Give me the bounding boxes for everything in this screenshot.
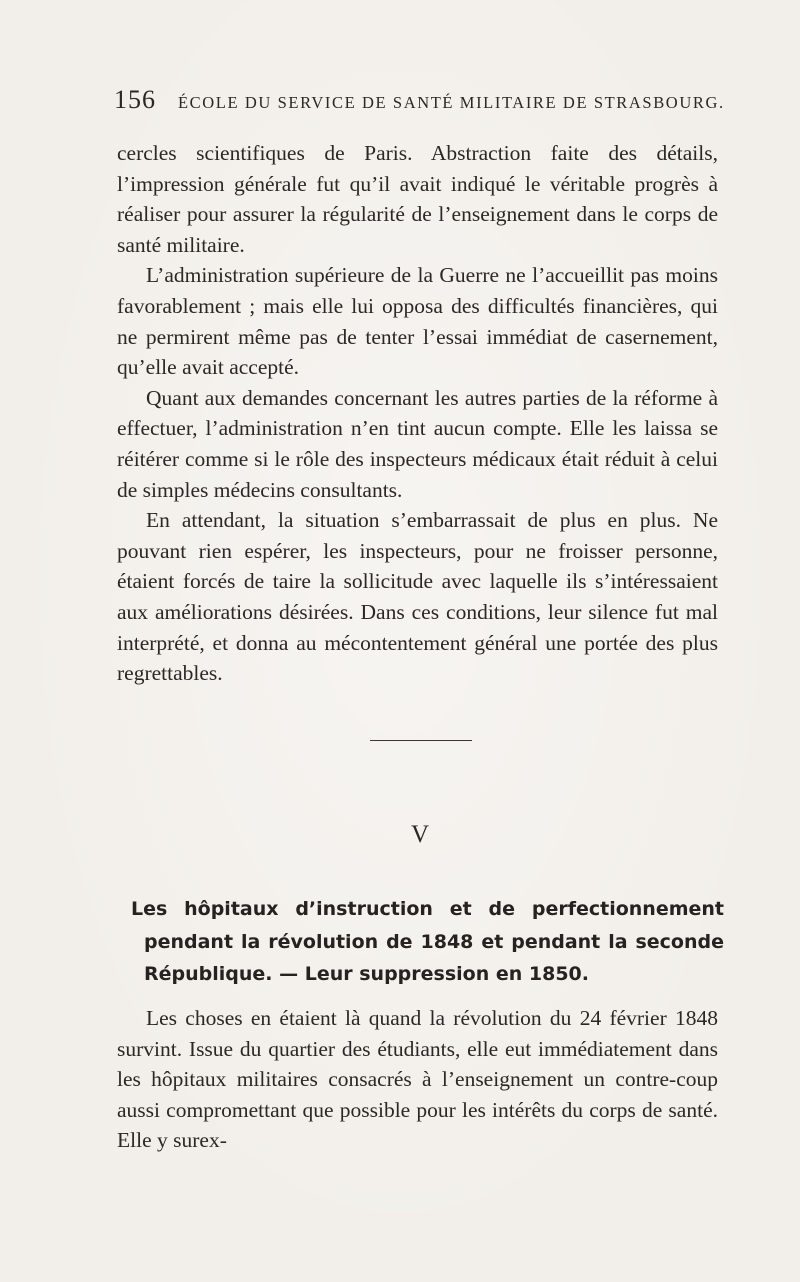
paragraph: Quant aux demandes concernant les autres parties de la réforme à effectuer, l’administration n’en tint aucun compte. Elle les laissa se réitérer comme si le rôle des inspecteurs médicaux était réduit à celui de simples médecins consultants. [117, 385, 718, 502]
section-numeral: V [410, 821, 430, 848]
section-divider-rule [370, 740, 472, 741]
paragraph: cercles scientifiques de Paris. Abstraction faite des détails, l’impression générale fut qu’il avait indiqué le véritable progrès à réaliser pour assurer la régularité de l’enseignement dans le corps de santé militaire. [117, 141, 718, 257]
page-number: 156 [114, 85, 156, 114]
running-head-title: ÉCOLE DU SERVICE DE SANTÉ MILITAIRE DE STRASBOURG. [178, 93, 725, 112]
running-head [114, 85, 725, 119]
paragraph: Les choses en étaient là quand la révolution du 24 février 1848 survint. Issue du quartier des étudiants, elle eut immédiatement dans les hôpitaux militaires consacrés à l’enseignement un contre-coup aussi compromettant que possible pour les intérêts du corps de santé. Elle y surex- [117, 1006, 718, 1153]
section-heading: Les hôpitaux d’instruction et de perfectionnement pendant la révolution de 1848 et pendant la seconde République. — Leur suppression en 1850. [131, 898, 724, 985]
paragraph: En attendant, la situation s’embarrassait de plus en plus. Ne pouvant rien espérer, les inspecteurs, pour ne froisser personne, étaient forcés de taire la sollicitude avec laquelle ils s’intéressaient aux améliorations désirées. Dans ces conditions, leur silence fut mal interprété, et donna au mécontentement général une portée des plus regrettables. [117, 508, 718, 686]
paragraph: L’administration supérieure de la Guerre ne l’accueillit pas moins favorablement ; mais elle lui opposa des difficultés financières, qui ne permirent même pas de tenter l’essai immédiat de casernement, qu’elle avait accepté. [117, 263, 718, 380]
body-text-top [117, 138, 718, 689]
body-text-bottom [117, 1003, 718, 1156]
